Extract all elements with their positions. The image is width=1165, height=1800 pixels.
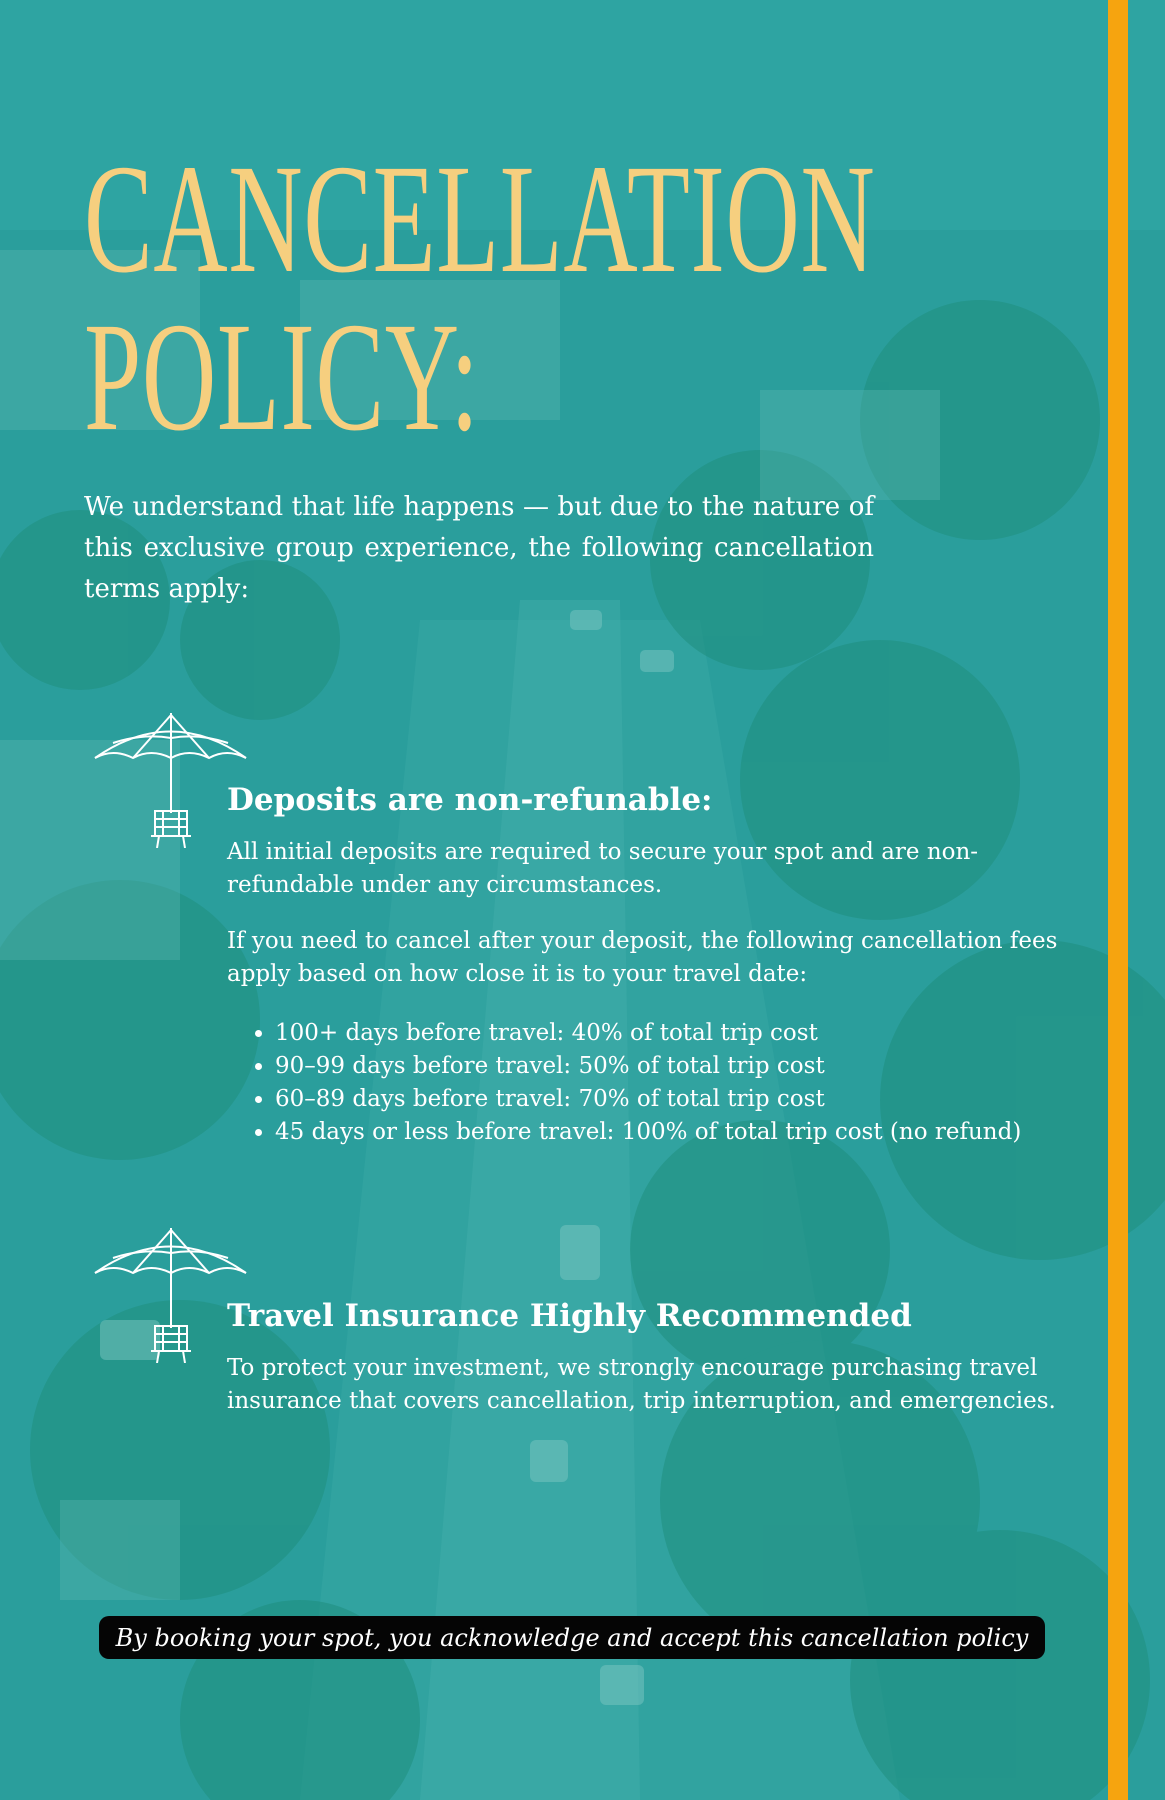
deposits-paragraph-1: All initial deposits are required to secure your spot and are non-refundable under any circumstances. (227, 839, 979, 898)
title-line-2: POLICY: (84, 290, 480, 463)
fee-item: • 90–99 days before travel: 50% of total trip cost (275, 1050, 1067, 1083)
cancellation-fee-list (227, 1017, 1067, 1149)
beach-umbrella-icon (93, 1228, 248, 1363)
deposits-heading: Deposits are non-refunable: (227, 782, 713, 818)
fee-item: • 100+ days before travel: 40% of total trip cost (275, 1017, 1067, 1050)
insurance-heading: Travel Insurance Highly Recommended (227, 1298, 912, 1334)
insurance-section (227, 1296, 1067, 1441)
title-line-1: CANCELLATION (84, 132, 876, 305)
beach-umbrella-icon (93, 713, 248, 848)
deposits-paragraph-2: If you need to cancel after your deposit, the following cancellation fees apply based on how close it is to your travel date: (227, 928, 1058, 987)
acknowledgement-banner: By booking your spot, you acknowledge and accept this cancellation policy (99, 1616, 1045, 1659)
intro-text: We understand that life happens — but due to the nature of this exclusive group experience, the following cancellation terms apply: (84, 492, 874, 604)
fee-item: • 45 days or less before travel: 100% of total trip cost (no refund) (275, 1116, 1067, 1149)
accent-bar (1108, 0, 1128, 1800)
deposits-section (227, 780, 1067, 1149)
fee-item: • 60–89 days before travel: 70% of total trip cost (275, 1083, 1067, 1116)
insurance-paragraph: To protect your investment, we strongly encourage purchasing travel insurance that covers cancellation, trip interruption, and emergencies. (227, 1355, 1056, 1414)
page-title (84, 132, 876, 463)
